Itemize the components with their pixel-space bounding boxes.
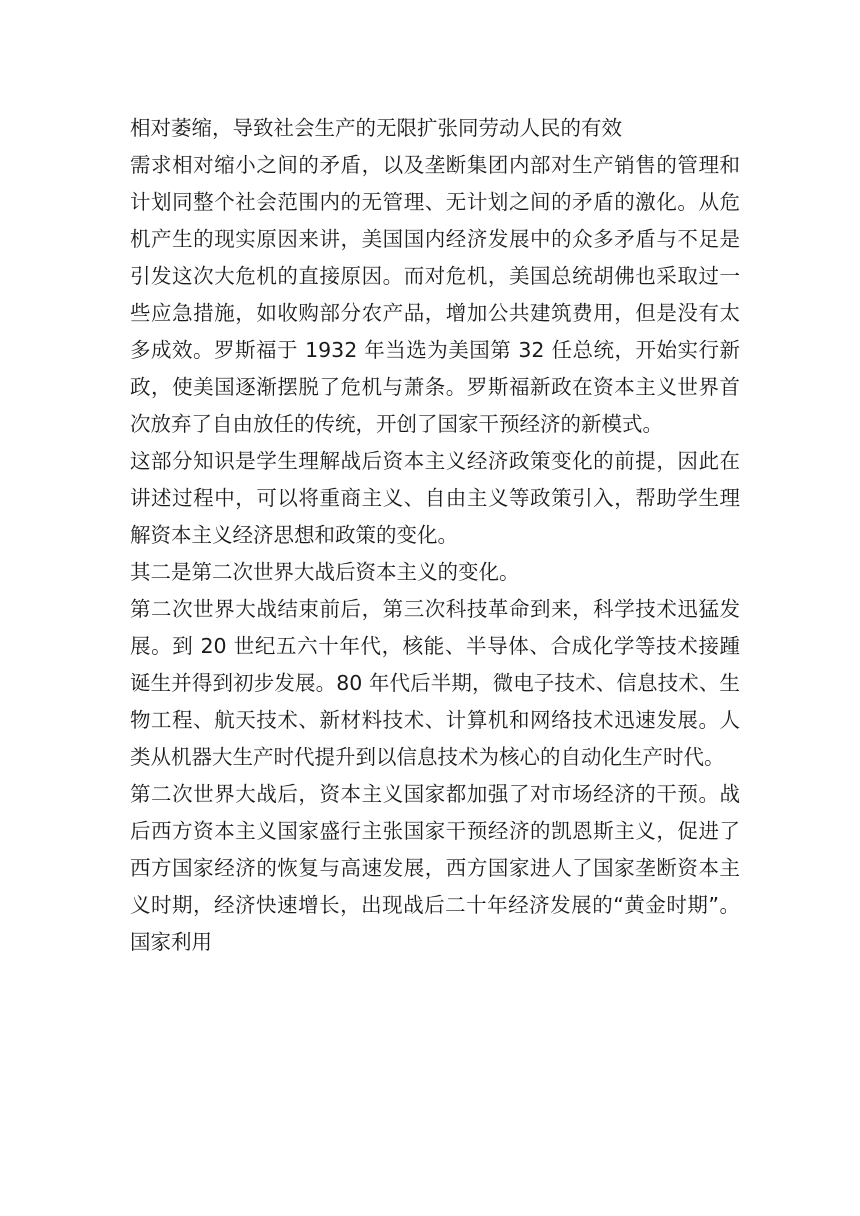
document-page <box>130 110 740 961</box>
paragraph-5: 第二次世界大战结束前后，第三次科技革命到来，科学技术迅猛发展。到 20 世纪五六十年代，核能、半导体、合成化学等技术接踵诞生并得到初步发展。80 年代后半期，微电子技术、信息技术、生物工程、航天技术、新材料技术、计算机和网络技术迅速发展。人类从机器大生产时代提升到以信息技术为核心的自动化生产时代。 <box>130 597 740 769</box>
paragraph-4: 其二是第二次世界大战后资本主义的变化。 <box>130 560 520 584</box>
paragraph-6: 第二次世界大战后，资本主义国家都加强了对市场经济的干预。战后西方资本主义国家盛行主张国家干预经济的凯恩斯主义，促进了西方国家经济的恢复与高速发展，西方国家进人了国家垄断资本主义时期，经济快速增长，出现战后二十年经济发展的“黄金时期”。国家利用 <box>130 782 740 954</box>
paragraph-3: 这部分知识是学生理解战后资本主义经济政策变化的前提，因此在讲述过程中，可以将重商主义、自由主义等政策引入，帮助学生理解资本主义经济思想和政策的变化。 <box>130 449 740 547</box>
paragraph-2: 需求相对缩小之间的矛盾，以及垄断集团内部对生产销售的管理和计划同整个社会范围内的无管理、无计划之间的矛盾的激化。从危机产生的现实原因来讲，美国国内经济发展中的众多矛盾与不足是引发这次大危机的直接原因。而对危机，美国总统胡佛也采取过一些应急措施，如收购部分农产品，增加公共建筑费用，但是没有太多成效。罗斯福于 1932 年当选为美国第 32 任总统，开始实行新政，使美国逐渐摆脱了危机与萧条。罗斯福新政在资本主义世界首次放弃了自由放任的传统，开创了国家干预经济的新模式。 <box>130 153 740 436</box>
paragraph-1: 相对萎缩，导致社会生产的无限扩张同劳动人民的有效 <box>130 116 622 140</box>
